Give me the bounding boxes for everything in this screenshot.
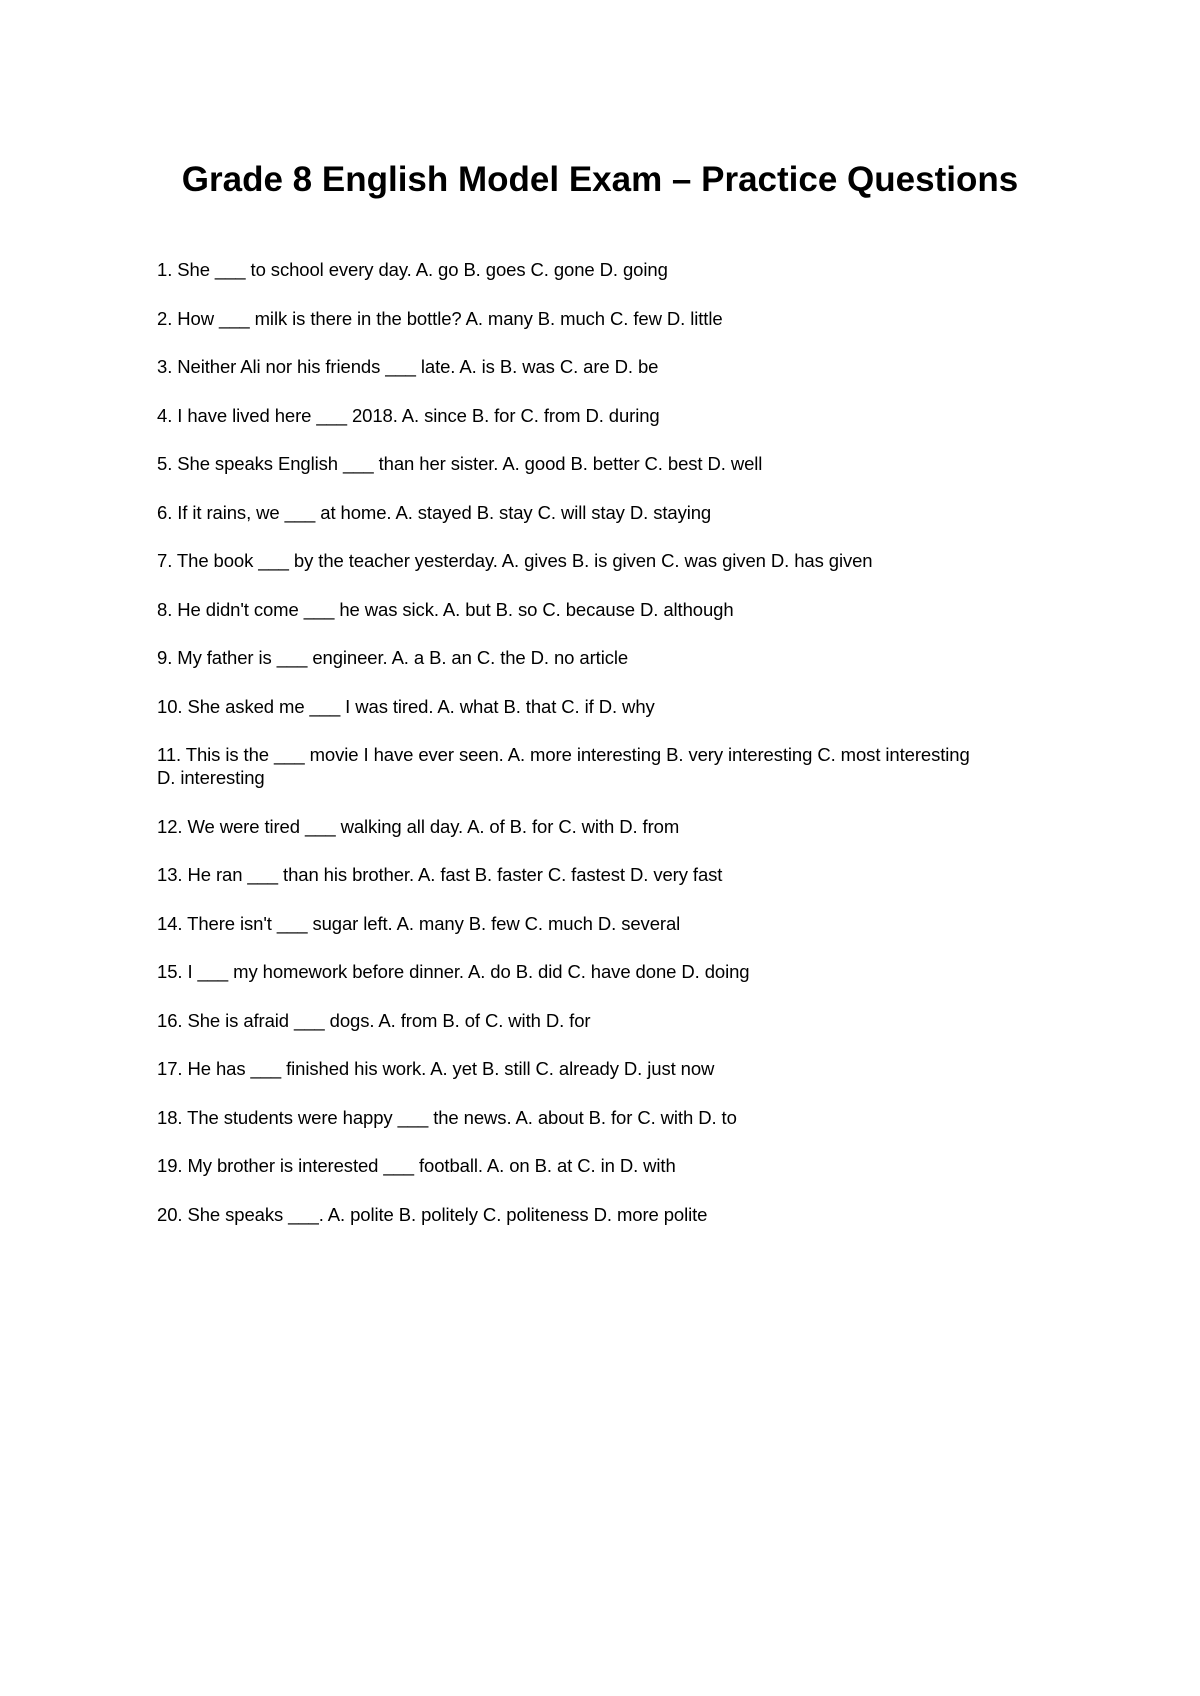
question-18: 18. The students were happy ___ the news. A. about B. for C. with D. to [157, 1106, 737, 1128]
question-11: 11. This is the ___ movie I have ever seen. A. more interesting B. very interesting C. most interesting D. interesting [157, 744, 970, 788]
page-title: Grade 8 English Model Exam – Practice Questions [181, 160, 1019, 199]
question-19: 19. My brother is interested ___ football. A. on B. at C. in D. with [157, 1155, 676, 1176]
question-7: 7. The book ___ by the teacher yesterday. A. gives B. is given C. was given D. has given [157, 550, 873, 571]
question-2: 2. How ___ milk is there in the bottle? A. many B. much C. few D. little [157, 307, 723, 329]
question-1: 1. She ___ to school every day. A. go B. goes C. gone D. going [157, 259, 668, 280]
question-17: 17. He has ___ finished his work. A. yet B. still C. already D. just now [157, 1058, 715, 1079]
question-10: 10. She asked me ___ I was tired. A. what B. that C. if D. why [157, 695, 655, 717]
question-6: 6. If it rains, we ___ at home. A. stayed B. stay C. will stay D. staying [157, 501, 712, 523]
question-3: 3. Neither Ali nor his friends ___ late. A. is B. was C. are D. be [157, 356, 659, 377]
question-list [157, 258, 977, 1251]
question-16: 16. She is afraid ___ dogs. A. from B. of C. with D. for [157, 1009, 591, 1031]
question-9: 9. My father is ___ engineer. A. a B. an C. the D. no article [157, 647, 629, 668]
question-12: 12. We were tired ___ walking all day. A. of B. for C. with D. from [157, 815, 680, 837]
question-4: 4. I have lived here ___ 2018. A. since B. for C. from D. during [157, 404, 660, 426]
question-13: 13. He ran ___ than his brother. A. fast B. faster C. fastest D. very fast [157, 864, 723, 885]
question-8: 8. He didn't come ___ he was sick. A. but B. so C. because D. although [157, 598, 734, 620]
question-14: 14. There isn't ___ sugar left. A. many B. few C. much D. several [157, 912, 681, 934]
question-15: 15. I ___ my homework before dinner. A. do B. did C. have done D. doing [157, 961, 750, 982]
question-20: 20. She speaks ___. A. polite B. politely C. politeness D. more polite [157, 1203, 708, 1225]
question-5: 5. She speaks English ___ than her sister. A. good B. better C. best D. well [157, 453, 763, 474]
